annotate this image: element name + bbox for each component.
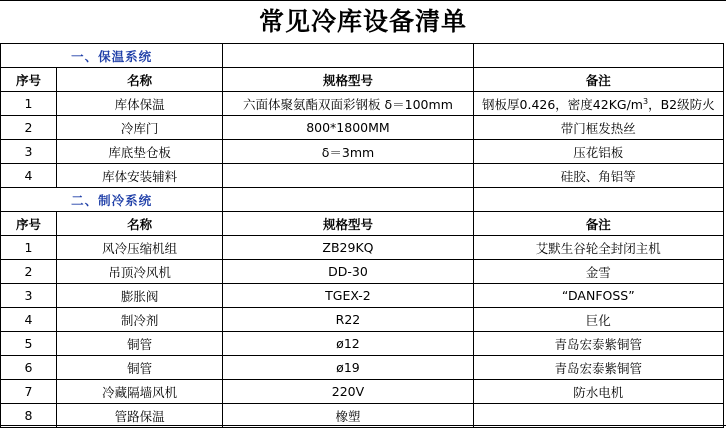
- column-header-index: 序号: [1, 68, 57, 92]
- note-superscript: 3: [642, 96, 649, 106]
- cell-index: 4: [1, 164, 57, 188]
- cell-index: 3: [1, 284, 57, 308]
- cell-name: 库底垫仓板: [57, 140, 223, 164]
- column-header-spec: 规格型号: [223, 212, 473, 236]
- cell-spec: 六面体聚氨酯双面彩钢板 δ＝100mm: [223, 92, 473, 116]
- section-spacer-cell: [223, 44, 473, 68]
- column-header-note: 备注: [473, 68, 723, 92]
- section-heading-refrigeration: 二、制冷系统: [1, 188, 223, 212]
- note-text-pre: 钢板厚0.426，密度42KG/m: [482, 96, 643, 112]
- cell-name: 库体保温: [57, 92, 223, 116]
- table-row: [1, 332, 724, 356]
- column-header-name: 名称: [57, 68, 223, 92]
- cell-spec: TGEX-2: [223, 284, 473, 308]
- cell-index: 3: [1, 140, 57, 164]
- cell-note: 带门框发热丝: [473, 116, 723, 140]
- cell-spec: δ＝3mm: [223, 140, 473, 164]
- cell-spec: [223, 164, 473, 188]
- cell-name: 吊顶冷风机: [57, 260, 223, 284]
- cell-note: 防水电机: [473, 380, 723, 404]
- cell-index: 5: [1, 332, 57, 356]
- table-header-row: [1, 68, 724, 92]
- cell-note: 硅胶、角铝等: [473, 164, 723, 188]
- cell-index: 6: [1, 356, 57, 380]
- page-title: 常见冷库设备清单: [258, 7, 467, 36]
- section-spacer-cell: [473, 44, 723, 68]
- table-row: [1, 236, 724, 260]
- cell-spec: ø19: [223, 356, 473, 380]
- cell-name: 膨胀阀: [57, 284, 223, 308]
- table-row: [1, 164, 724, 188]
- section-heading-insulation: 一、保温系统: [1, 44, 223, 68]
- cell-name: 管路保温: [57, 404, 223, 428]
- cell-spec: DD-30: [223, 260, 473, 284]
- cell-name: 风冷压缩机组: [57, 236, 223, 260]
- section-spacer-cell: [473, 188, 723, 212]
- table-row: [1, 404, 724, 428]
- cell-name: 铜管: [57, 332, 223, 356]
- cell-note: 压花铝板: [473, 140, 723, 164]
- cell-note: 艾默生谷轮全封闭主机: [473, 236, 723, 260]
- cell-index: 2: [1, 116, 57, 140]
- cell-note: 青岛宏泰紫铜管: [473, 332, 723, 356]
- column-header-note: 备注: [473, 212, 723, 236]
- cell-note: “DANFOSS”: [473, 284, 723, 308]
- cell-index: 7: [1, 380, 57, 404]
- cell-index: 1: [1, 236, 57, 260]
- cell-spec: ø12: [223, 332, 473, 356]
- cell-name: 冷藏隔墙风机: [57, 380, 223, 404]
- cell-note: 巨化: [473, 308, 723, 332]
- table-row: [1, 356, 724, 380]
- table-row: [1, 140, 724, 164]
- section-heading-row: [1, 188, 724, 212]
- cell-name: 库体安装辅料: [57, 164, 223, 188]
- section-spacer-cell: [223, 188, 473, 212]
- table-row: [1, 380, 724, 404]
- cell-index: 4: [1, 308, 57, 332]
- cell-name: 冷库门: [57, 116, 223, 140]
- cell-note: 金雪: [473, 260, 723, 284]
- table-row: [1, 92, 724, 116]
- cell-index: 2: [1, 260, 57, 284]
- table-row: [1, 284, 724, 308]
- table-row: [1, 308, 724, 332]
- table-row: [1, 260, 724, 284]
- column-header-spec: 规格型号: [223, 68, 473, 92]
- cell-spec: ZB29KQ: [223, 236, 473, 260]
- table-row: [1, 116, 724, 140]
- cell-spec: 800*1800MM: [223, 116, 473, 140]
- cell-name: 制冷剂: [57, 308, 223, 332]
- section-heading-row: [1, 44, 724, 68]
- cell-note: 青岛宏泰紫铜管: [473, 356, 723, 380]
- cell-spec: 橡塑: [223, 404, 473, 428]
- cell-note: [473, 92, 723, 116]
- cell-index: 1: [1, 92, 57, 116]
- column-header-name: 名称: [57, 212, 223, 236]
- note-text-post: ，B2级防火: [648, 96, 715, 112]
- cell-spec: 220V: [223, 380, 473, 404]
- column-header-index: 序号: [1, 212, 57, 236]
- cell-index: 8: [1, 404, 57, 428]
- equipment-table: [0, 43, 724, 428]
- table-header-row: [1, 212, 724, 236]
- cell-spec: R22: [223, 308, 473, 332]
- cell-note: [473, 404, 723, 428]
- cell-name: 铜管: [57, 356, 223, 380]
